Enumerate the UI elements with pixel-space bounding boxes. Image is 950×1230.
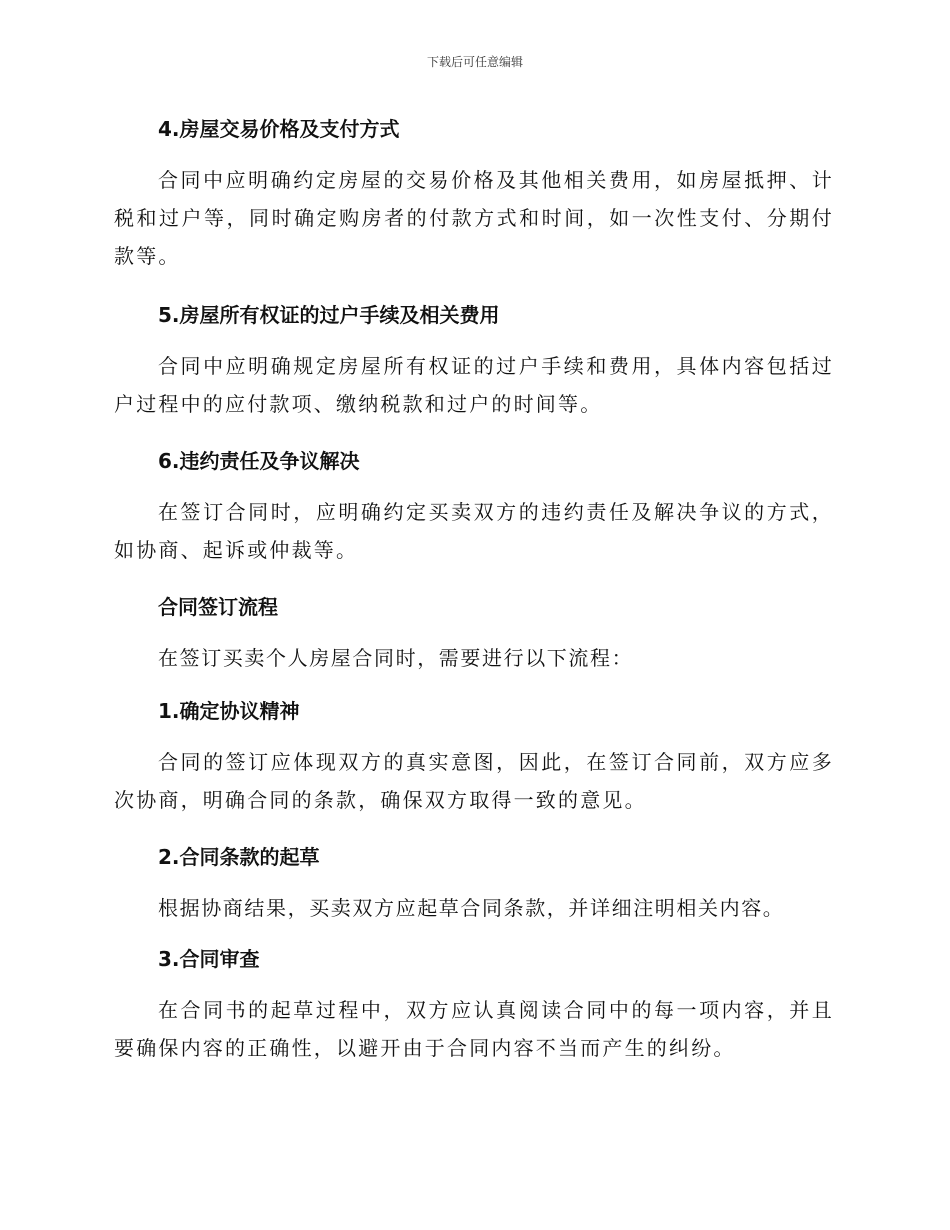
paragraph-drafting-clauses: 根据协商结果，买卖双方应起草合同条款，并详细注明相关内容。: [158, 896, 785, 920]
heading-signing-process: 合同签订流程: [158, 595, 278, 619]
paragraph-breach-dispute: 在签订合同时，应明确约定买卖双方的违约责任及解决争议的方式，如协商、起诉或仲裁等。: [114, 500, 834, 562]
heading-contract-review: 3.合同审查: [158, 947, 260, 971]
paragraph-contract-review: 在合同书的起草过程中，双方应认真阅读合同中的每一项内容，并且要确保内容的正确性，以避开由于合同内容不当而产生的纠纷。: [114, 998, 834, 1060]
heading-price-payment: 4.房屋交易价格及支付方式: [158, 117, 400, 141]
heading-agreement-spirit: 1.确定协议精神: [158, 699, 300, 723]
paragraph-signing-process: 在签订买卖个人房屋合同时，需要进行以下流程：: [158, 646, 634, 670]
paragraph-ownership-transfer: 合同中应明确规定房屋所有权证的过户手续和费用，具体内容包括过户过程中的应付款项、缴纳税款和过户的时间等。: [114, 354, 834, 416]
page-header: 下载后可任意编辑: [426, 55, 523, 69]
heading-ownership-transfer: 5.房屋所有权证的过户手续及相关费用: [158, 303, 500, 327]
paragraph-agreement-spirit: 合同的签订应体现双方的真实意图，因此，在签订合同前，双方应多次协商，明确合同的条款，确保双方取得一致的意见。: [114, 750, 834, 812]
heading-breach-dispute: 6.违约责任及争议解决: [158, 449, 360, 473]
heading-drafting-clauses: 2.合同条款的起草: [158, 845, 320, 869]
paragraph-price-payment: 合同中应明确约定房屋的交易价格及其他相关费用，如房屋抵押、计税和过户等，同时确定购房者的付款方式和时间，如一次性支付、分期付款等。: [114, 168, 834, 268]
